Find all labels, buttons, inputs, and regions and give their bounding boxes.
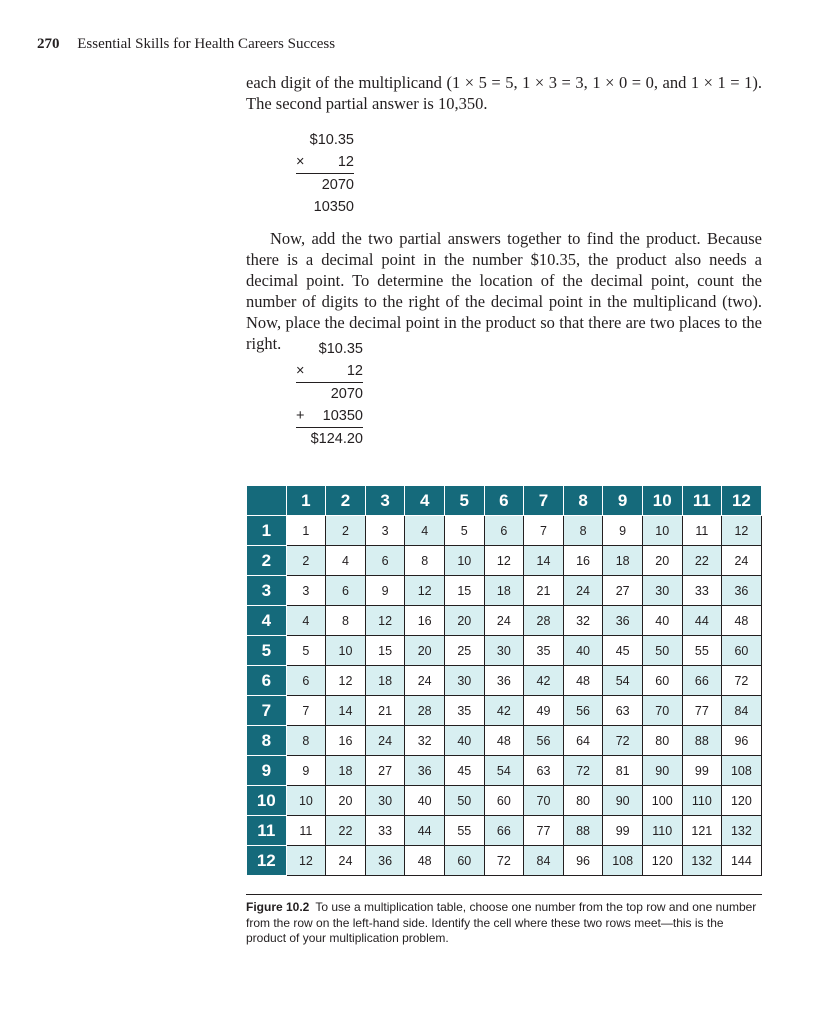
- table-cell: 24: [563, 576, 603, 606]
- table-cell: 42: [524, 666, 564, 696]
- table-cell: 4: [405, 516, 445, 546]
- table-cell: 25: [444, 636, 484, 666]
- table-cell: 8: [405, 546, 445, 576]
- table-cell: 132: [722, 816, 762, 846]
- table-cell: 90: [603, 786, 643, 816]
- plus-operator: +: [296, 408, 305, 424]
- book-title: Essential Skills for Health Careers Success: [77, 36, 336, 52]
- table-cell: 20: [405, 636, 445, 666]
- table-cell: 56: [524, 726, 564, 756]
- row-header: 11: [247, 816, 287, 846]
- table-cell: 108: [603, 846, 643, 876]
- table-cell: 99: [603, 816, 643, 846]
- table-cell: 88: [682, 726, 722, 756]
- row-header: 7: [247, 696, 287, 726]
- table-cell: 7: [524, 516, 564, 546]
- table-cell: 6: [286, 666, 326, 696]
- table-row: [247, 846, 762, 876]
- table-cell: 72: [722, 666, 762, 696]
- table-cell: 9: [286, 756, 326, 786]
- table-cell: 72: [484, 846, 524, 876]
- page-number: 270: [37, 36, 60, 52]
- table-cell: 14: [326, 696, 366, 726]
- column-header: 7: [524, 486, 564, 516]
- table-cell: 10: [326, 636, 366, 666]
- table-cell: 15: [365, 636, 405, 666]
- table-cell: 40: [563, 636, 603, 666]
- table-cell: 54: [603, 666, 643, 696]
- row-header: 12: [247, 846, 287, 876]
- table-cell: 18: [326, 756, 366, 786]
- table-cell: 3: [286, 576, 326, 606]
- row-header: 6: [247, 666, 287, 696]
- table-cell: 48: [405, 846, 445, 876]
- table-cell: 70: [642, 696, 682, 726]
- table-cell: 7: [286, 696, 326, 726]
- table-cell: 30: [365, 786, 405, 816]
- row-header: 2: [247, 546, 287, 576]
- table-cell: 88: [563, 816, 603, 846]
- running-head: [37, 36, 335, 53]
- table-cell: 48: [484, 726, 524, 756]
- table-cell: 132: [682, 846, 722, 876]
- table-cell: 49: [524, 696, 564, 726]
- calculation-partial: [296, 129, 354, 218]
- table-cell: 66: [484, 816, 524, 846]
- column-header: 5: [444, 486, 484, 516]
- table-cell: 4: [326, 546, 366, 576]
- table-cell: 36: [405, 756, 445, 786]
- table-cell: 20: [642, 546, 682, 576]
- partial-answer-2: 10350: [322, 408, 363, 424]
- table-cell: 28: [524, 606, 564, 636]
- table-cell: 6: [365, 546, 405, 576]
- table-cell: 15: [444, 576, 484, 606]
- table-cell: 2: [286, 546, 326, 576]
- table-cell: 32: [405, 726, 445, 756]
- row-header: 8: [247, 726, 287, 756]
- table-cell: 120: [642, 846, 682, 876]
- table-cell: 45: [603, 636, 643, 666]
- table-header-row: [247, 486, 762, 516]
- table-cell: 30: [444, 666, 484, 696]
- column-header: 3: [365, 486, 405, 516]
- table-cell: 48: [722, 606, 762, 636]
- table-cell: 8: [326, 606, 366, 636]
- table-cell: 80: [642, 726, 682, 756]
- table-cell: 16: [563, 546, 603, 576]
- multiplication-table: [246, 485, 762, 876]
- table-cell: 24: [722, 546, 762, 576]
- table-cell: 77: [682, 696, 722, 726]
- partial-answer-2: 10350: [313, 199, 354, 215]
- multiplier: 12: [346, 363, 363, 379]
- table-cell: 110: [642, 816, 682, 846]
- table-cell: 81: [603, 756, 643, 786]
- table-cell: 12: [484, 546, 524, 576]
- table-cell: 55: [682, 636, 722, 666]
- table-row: [247, 606, 762, 636]
- table-cell: 64: [563, 726, 603, 756]
- table-cell: 36: [484, 666, 524, 696]
- column-header: 11: [682, 486, 722, 516]
- table-cell: 70: [524, 786, 564, 816]
- table-cell: 40: [444, 726, 484, 756]
- table-corner-cell: [247, 486, 287, 516]
- table-cell: 33: [365, 816, 405, 846]
- table-cell: 24: [326, 846, 366, 876]
- table-row: [247, 636, 762, 666]
- table-cell: 35: [524, 636, 564, 666]
- table-cell: 6: [326, 576, 366, 606]
- table-cell: 12: [722, 516, 762, 546]
- row-header: 10: [247, 786, 287, 816]
- table-cell: 6: [484, 516, 524, 546]
- times-operator: ×: [296, 363, 305, 379]
- table-cell: 24: [405, 666, 445, 696]
- table-cell: 60: [722, 636, 762, 666]
- column-header: 6: [484, 486, 524, 516]
- table-cell: 27: [603, 576, 643, 606]
- table-cell: 20: [444, 606, 484, 636]
- table-row: [247, 516, 762, 546]
- table-cell: 11: [286, 816, 326, 846]
- row-header: 1: [247, 516, 287, 546]
- table-cell: 110: [682, 786, 722, 816]
- table-cell: 1: [286, 516, 326, 546]
- table-cell: 4: [286, 606, 326, 636]
- table-cell: 30: [642, 576, 682, 606]
- table-cell: 40: [642, 606, 682, 636]
- table-cell: 5: [286, 636, 326, 666]
- table-cell: 22: [682, 546, 722, 576]
- table-cell: 33: [682, 576, 722, 606]
- table-cell: 121: [682, 816, 722, 846]
- table-cell: 10: [642, 516, 682, 546]
- column-header: 9: [603, 486, 643, 516]
- table-cell: 12: [286, 846, 326, 876]
- table-cell: 48: [563, 666, 603, 696]
- table-cell: 28: [405, 696, 445, 726]
- column-header: 10: [642, 486, 682, 516]
- table-body: [247, 516, 762, 876]
- table-cell: 54: [484, 756, 524, 786]
- table-cell: 21: [365, 696, 405, 726]
- table-cell: 16: [326, 726, 366, 756]
- paragraph-2: Now, add the two partial answers together to find the product. Because there is a decimal point in the number $10.35, the product also needs a decimal point. To determine the location of the decimal point, count the number of digits to the right of the decimal point in the multiplicand (two). Now, place the decimal point in the product so that there are two places to the right.: [246, 229, 762, 353]
- table-cell: 24: [484, 606, 524, 636]
- row-header: 4: [247, 606, 287, 636]
- paragraph-1: each digit of the multiplicand (1 × 5 = 5, 1 × 3 = 3, 1 × 0 = 0, and 1 × 1 = 1). The second partial answer is 10,350.: [246, 73, 762, 113]
- table-cell: 44: [682, 606, 722, 636]
- table-cell: 55: [444, 816, 484, 846]
- table-cell: 35: [444, 696, 484, 726]
- table-cell: 16: [405, 606, 445, 636]
- table-cell: 12: [326, 666, 366, 696]
- times-operator: ×: [296, 154, 305, 170]
- table-cell: 120: [722, 786, 762, 816]
- table-row: [247, 546, 762, 576]
- table-cell: 5: [444, 516, 484, 546]
- table-cell: 56: [563, 696, 603, 726]
- table-cell: 12: [365, 606, 405, 636]
- table-cell: 44: [405, 816, 445, 846]
- table-cell: 27: [365, 756, 405, 786]
- table-cell: 84: [722, 696, 762, 726]
- table-cell: 22: [326, 816, 366, 846]
- table-row: [247, 726, 762, 756]
- table-row: [247, 816, 762, 846]
- table-cell: 72: [603, 726, 643, 756]
- table-cell: 10: [286, 786, 326, 816]
- table-cell: 60: [642, 666, 682, 696]
- table-row: [247, 576, 762, 606]
- table-cell: 9: [603, 516, 643, 546]
- column-header: 8: [563, 486, 603, 516]
- table-cell: 2: [326, 516, 366, 546]
- row-header: 3: [247, 576, 287, 606]
- table-cell: 10: [444, 546, 484, 576]
- table-cell: 20: [326, 786, 366, 816]
- table-cell: 50: [444, 786, 484, 816]
- table-cell: 108: [722, 756, 762, 786]
- partial-answer-1: 2070: [321, 177, 354, 193]
- partial-answer-1: 2070: [330, 386, 363, 402]
- table-cell: 63: [603, 696, 643, 726]
- table-cell: 8: [563, 516, 603, 546]
- table-cell: 21: [524, 576, 564, 606]
- table-cell: 42: [484, 696, 524, 726]
- table-cell: 18: [365, 666, 405, 696]
- table-cell: 60: [484, 786, 524, 816]
- table-cell: 90: [642, 756, 682, 786]
- table-cell: 96: [563, 846, 603, 876]
- multiplier: 12: [337, 154, 354, 170]
- calculation-full: [296, 338, 363, 450]
- figure-caption-text: To use a multiplication table, choose one number from the top row and one number from the row on the left-hand side. Identify the cell where these two rows meet—this is the product of your multiplication problem.: [246, 900, 757, 945]
- row-header: 5: [247, 636, 287, 666]
- table-cell: 72: [563, 756, 603, 786]
- table-cell: 36: [603, 606, 643, 636]
- table-cell: 77: [524, 816, 564, 846]
- table-cell: 40: [405, 786, 445, 816]
- table-cell: 32: [563, 606, 603, 636]
- table-row: [247, 756, 762, 786]
- table-cell: 100: [642, 786, 682, 816]
- table-cell: 45: [444, 756, 484, 786]
- table-cell: 18: [603, 546, 643, 576]
- figure-label: Figure 10.2: [246, 900, 310, 914]
- column-header: 4: [405, 486, 445, 516]
- table-row: [247, 696, 762, 726]
- table-cell: 50: [642, 636, 682, 666]
- table-cell: 8: [286, 726, 326, 756]
- table-cell: 14: [524, 546, 564, 576]
- table-cell: 9: [365, 576, 405, 606]
- table-cell: 30: [484, 636, 524, 666]
- multiplicand: $10.35: [318, 341, 363, 357]
- table-cell: 99: [682, 756, 722, 786]
- figure-caption: [246, 900, 762, 947]
- caption-rule: [246, 894, 762, 895]
- multiplicand: $10.35: [309, 132, 354, 148]
- row-header: 9: [247, 756, 287, 786]
- table-cell: 11: [682, 516, 722, 546]
- table-row: [247, 786, 762, 816]
- table-cell: 96: [722, 726, 762, 756]
- table-cell: 66: [682, 666, 722, 696]
- column-header: 1: [286, 486, 326, 516]
- column-header: 12: [722, 486, 762, 516]
- table-row: [247, 666, 762, 696]
- table-cell: 18: [484, 576, 524, 606]
- table-cell: 63: [524, 756, 564, 786]
- table-cell: 36: [365, 846, 405, 876]
- table-cell: 3: [365, 516, 405, 546]
- table-cell: 24: [365, 726, 405, 756]
- table-cell: 12: [405, 576, 445, 606]
- table-cell: 144: [722, 846, 762, 876]
- product: $124.20: [310, 431, 363, 447]
- table-cell: 80: [563, 786, 603, 816]
- table-cell: 84: [524, 846, 564, 876]
- column-header: 2: [326, 486, 366, 516]
- table-cell: 60: [444, 846, 484, 876]
- table-cell: 36: [722, 576, 762, 606]
